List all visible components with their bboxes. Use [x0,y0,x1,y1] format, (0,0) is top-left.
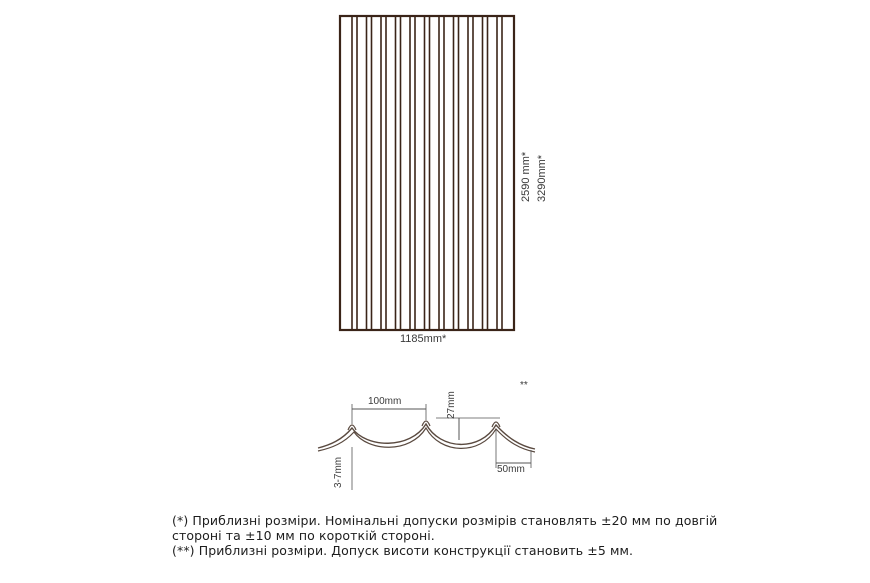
profile-pitch-label: 100mm [368,396,402,407]
sheet-ribs [352,16,502,330]
sheet-length-label-2: 3290mm* [536,154,548,202]
profile-cross-section [318,404,535,490]
footnote-line-3: (**) Приблизні розміри. Допуск висоти конструкції становить ±5 мм. [172,543,634,558]
sheet-width-label: 1185mm* [400,333,447,345]
profile-end-label: 50mm [497,464,525,475]
sheet-length-label-1: 2590 mm* [520,151,532,202]
profile-edge-label: 3-7mm [333,456,344,488]
profile-height-label: 27mm [446,391,457,419]
footnote-line-2: стороні та ±10 мм по короткій стороні. [172,528,435,543]
profile-note-marker: ** [520,380,528,391]
sheet-top-view [340,16,514,330]
footnote-line-1: (*) Приблизні розміри. Номінальні допуски розмірів становлять ±20 мм по довгій [172,513,718,528]
footnotes [172,513,717,558]
